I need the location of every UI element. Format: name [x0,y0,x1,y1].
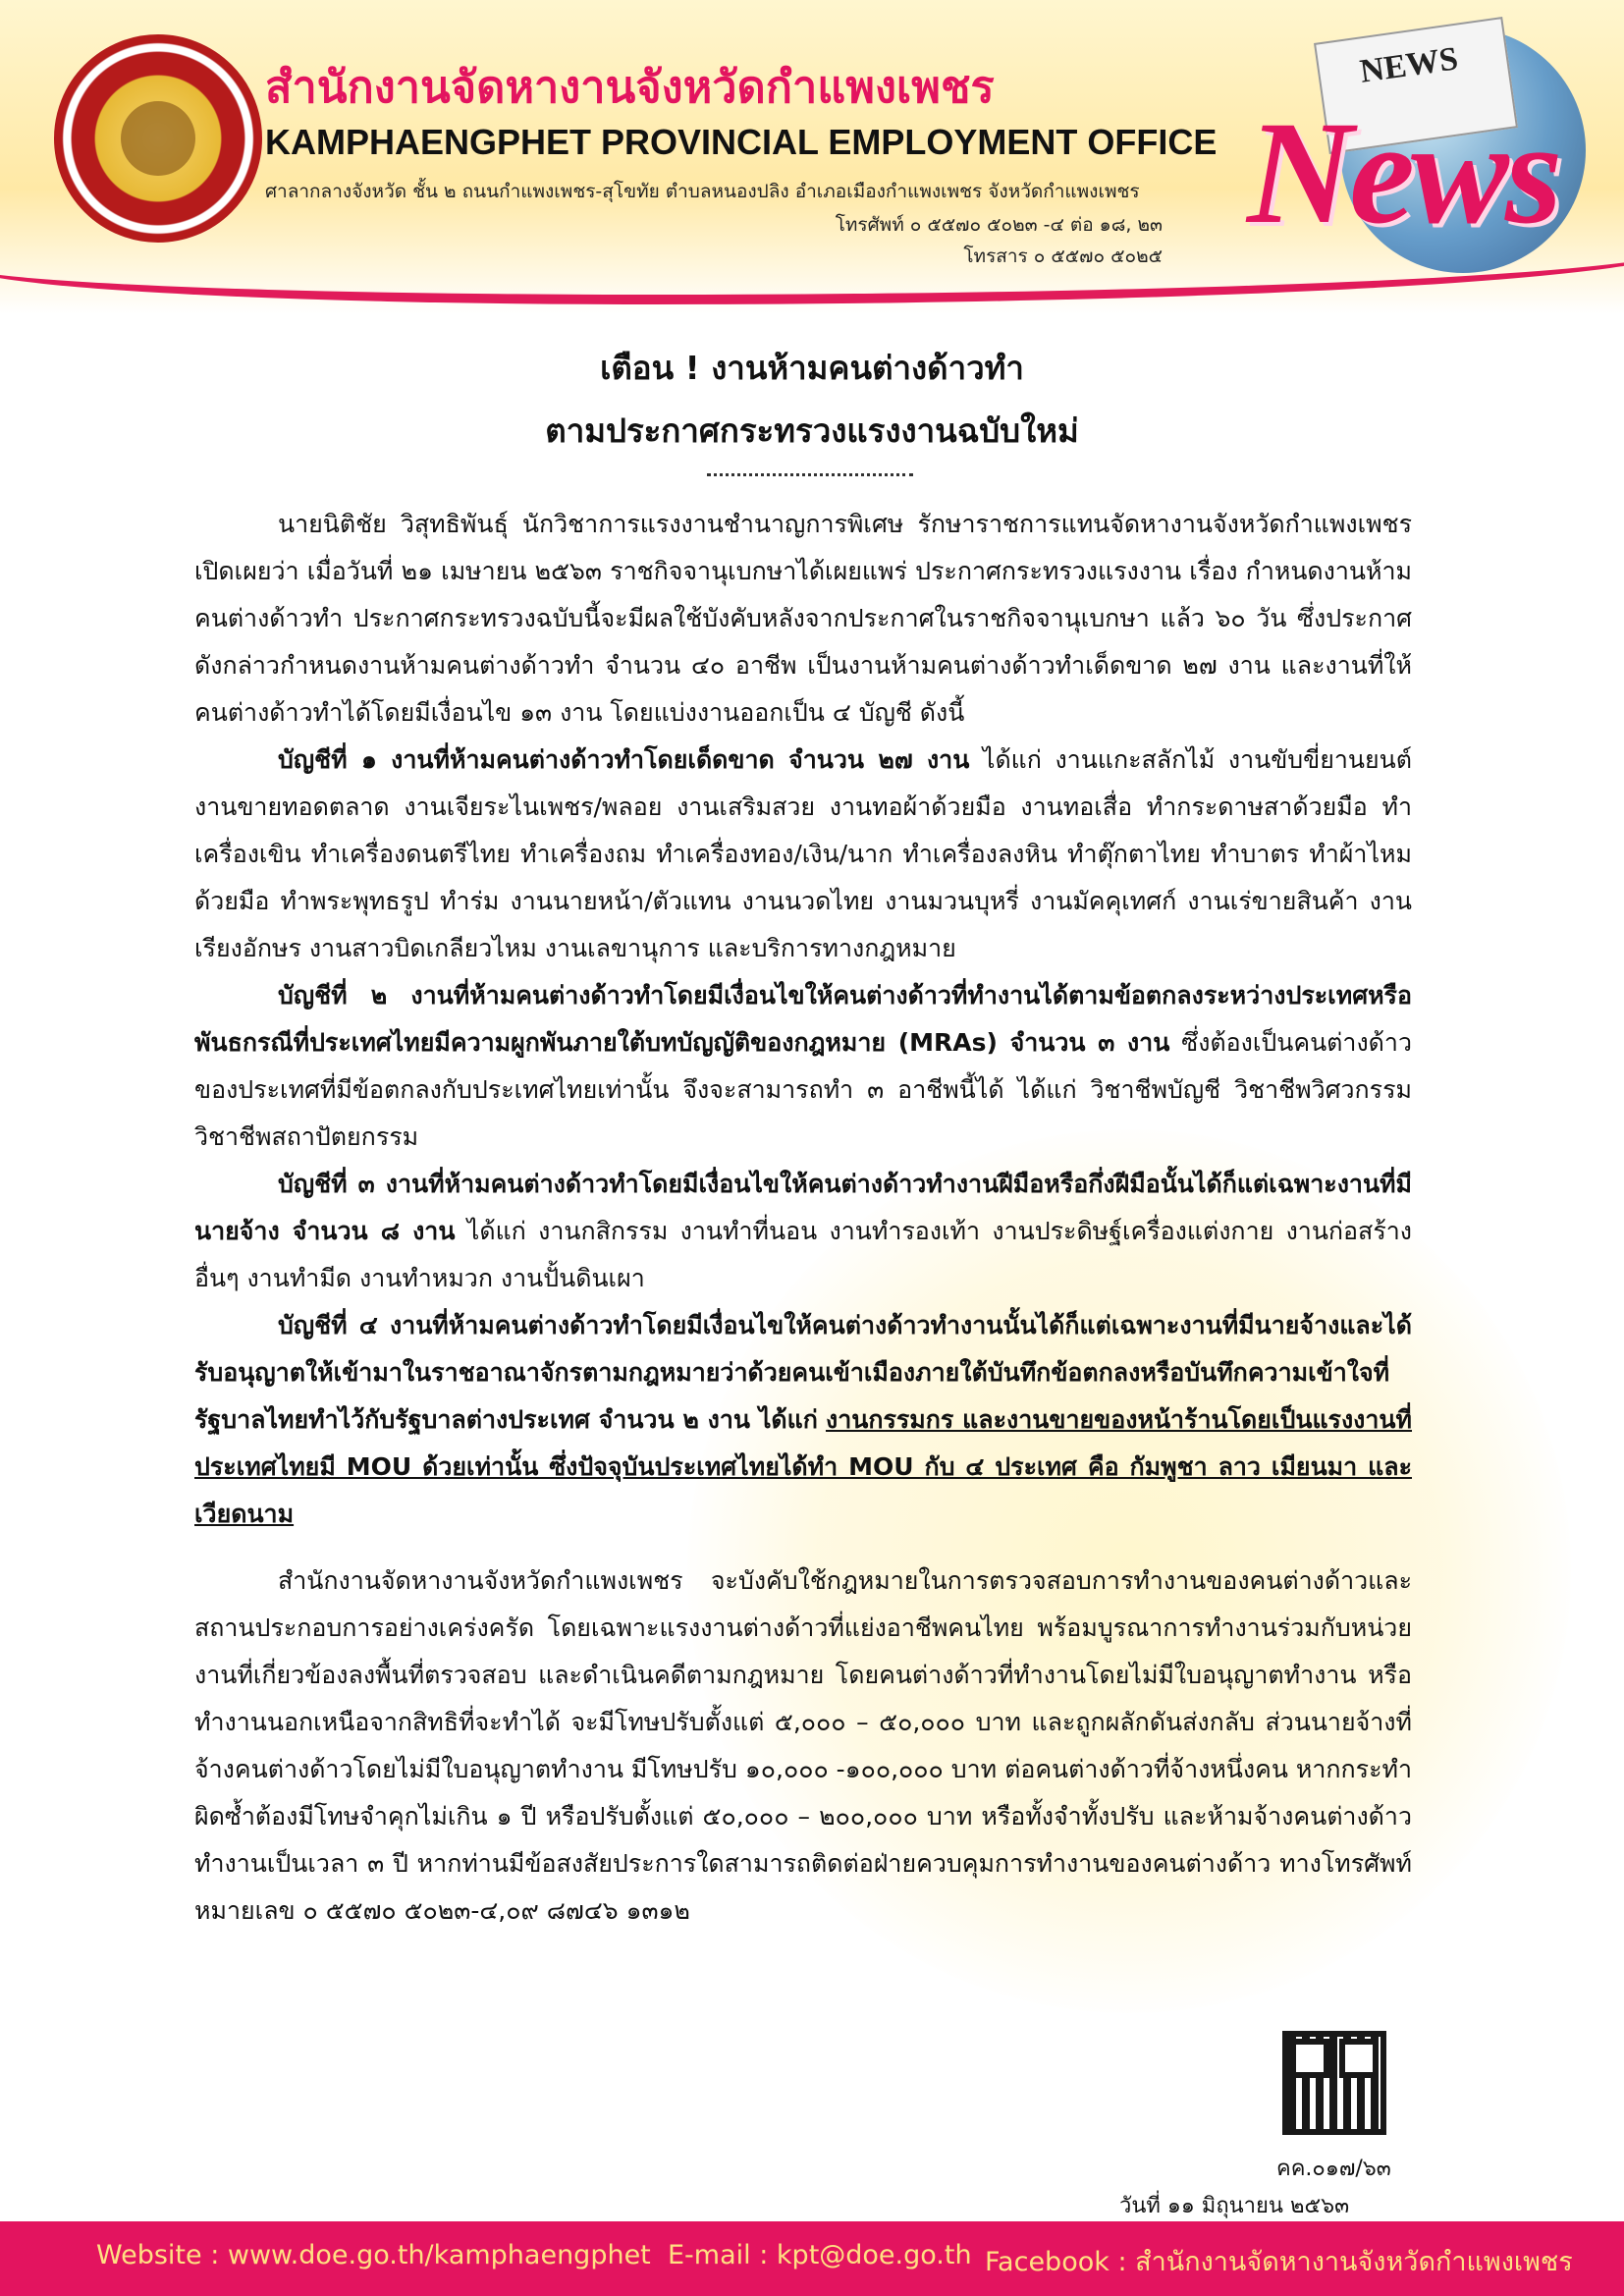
footer-website[interactable]: Website : www.doe.go.th/kamphaengphet [96,2240,651,2270]
document-number: คค.๐๑๗/๖๓ [1276,2157,1391,2181]
list-2-paragraph [194,972,1412,1161]
news-label-small: NEWS [1357,40,1461,90]
list-2-heading: บัญชีที่ ๒ งานที่ห้ามคนต่างด้าวทำโดยมีเงื่อนไขให้คนต่างด้าวที่ทำงานได้ตามข้อตกลงระหว่างประเทศหรือพันธกรณีที่ประเทศไทยมีความผูกพันภายใต้บทบัญญัติของกฎหมาย (MRAs) จำนวน ๓ งาน [194,981,1412,1057]
article-body [194,501,1412,1935]
org-name-thai: สำนักงานจัดหางานจังหวัดกำแพงเพชร [265,61,995,113]
intro-paragraph: นายนิติชัย วิสุทธิพันธุ์ นักวิชาการแรงงานชำนาญการพิเศษ รักษาราชการแทนจัดหางานจังหวัดกำแพงเพชร เปิดเผยว่า เมื่อวันที่ ๒๑ เมษายน ๒๕๖๓ ราชกิจจานุเบกษาได้เผยแพร่ ประกาศกระทรวงแรงงาน เรื่อง กำหนดงานห้ามคนต่างด้าวทำ ประกาศกระทรวงฉบับนี้จะมีผลใช้บังคับหลังจากประกาศในราชกิจจานุเบกษา แล้ว ๖๐ วัน ซึ่งประกาศดังกล่าวกำหนดงานห้ามคนต่างด้าวทำ จำนวน ๔๐ อาชีพ เป็นงานห้ามคนต่างด้าวทำเด็ดขาด ๒๗ งาน และงานที่ให้คนต่างด้าวทำได้โดยมีเงื่อนไข ๑๓ งาน โดยแบ่งงานออกเป็น ๔ บัญชี ดังนี้ [194,510,1412,727]
list-3-paragraph [194,1161,1412,1302]
list-2-text: ซึ่งต้องเป็นคนต่างด้าวของประเทศที่มีข้อตกลงกับประเทศไทยเท่านั้น จึงจะสามารถทำ ๓ อาชีพนี้ได้ ได้แก่ วิชาชีพบัญชี วิชาชีพวิศวกรรม วิชาชีพสถาปัตยกรรม [194,1028,1412,1151]
list-1-text: ได้แก่ งานแกะสลักไม้ งานขับขี่ยานยนต์ งานขายทอดตลาด งานเจียระไนเพชร/พลอย งานเสริมสวย งานทอผ้าด้วยมือ งานทอเสื่อ ทำกระดาษสาด้วยมือ ทำเครื่องเขิน ทำเครื่องดนตรีไทย ทำเครื่องถม ทำเครื่องทอง/เงิน/นาก ทำเครื่องลงหิน ทำตุ๊กตาไทย ทำบาตร ทำผ้าไหมด้วยมือ ทำพระพุทธรูป ทำร่ม งานนายหน้า/ตัวแทน งานนวดไทย งานมวนบุหรี่ งานมัคคุเทศก์ งานเร่ขายสินค้า งานเรียงอักษร งานสาวบิดเกลียวไหม งานเลขานุการ และบริการทางกฎหมาย [194,745,1412,962]
list-4-underlined: งานกรรมกร และงานขายของหน้าร้านโดยเป็นแรงงานที่ประเทศไทยมี MOU ด้วยเท่านั้น ซึ่งปัจจุบันประเทศไทยได้ทำ MOU กับ ๔ ประเทศ คือ กัมพูชา ลาว เมียนมา และเวียดนาม [194,1405,1413,1528]
list-3-text: ได้แก่ งานกสิกรรม งานทำที่นอน งานทำรองเท้า งานประดิษฐ์เครื่องแต่งกาย งานก่อสร้างอื่นๆ งานทำมีด งานทำหมวก งานปั้นดินเผา [194,1217,1412,1292]
closing-paragraph: สำนักงานจัดหางานจังหวัดกำแพงเพชร จะบังคับใช้กฎหมายในการตรวจสอบการทำงานของคนต่างด้าวและสถานประกอบการอย่างเคร่งครัด โดยเฉพาะแรงงานต่างด้าวที่แย่งอาชีพคนไทย พร้อมบูรณาการทำงานร่วมกับหน่วยงานที่เกี่ยวข้องลงพื้นที่ตรวจสอบ และดำเนินคดีตามกฎหมาย โดยคนต่างด้าวที่ทำงานโดยไม่มีใบอนุญาตทำงาน หรือทำงานนอกเหนือจากสิทธิที่จะทำได้ จะมีโทษปรับตั้งแต่ ๕,๐๐๐ – ๕๐,๐๐๐ บาท และถูกผลักดันส่งกลับ ส่วนนายจ้างที่จ้างคนต่างด้าวโดยไม่มีใบอนุญาตทำงาน มีโทษปรับ ๑๐,๐๐๐ -๑๐๐,๐๐๐ บาท ต่อคนต่างด้าวที่จ้างหนึ่งคน หากกระทำผิดซ้ำต้องมีโทษจำคุกไม่เกิน ๑ ปี หรือปรับตั้งแต่ ๕๐,๐๐๐ – ๒๐๐,๐๐๐ บาท หรือทั้งจำทั้งปรับ และห้ามจ้างคนต่างด้าวทำงานเป็นเวลา ๓ ปี หากท่านมีข้อสงสัยประการใดสามารถติดต่อฝ่ายควบคุมการทำงานของคนต่างด้าว ทางโทรศัพท์หมายเลข ๐ ๕๕๗๐ ๕๐๒๓-๔,๐๙ ๘๗๔๖ ๑๓๑๒ [194,1566,1413,1925]
emblem-seal [54,34,262,243]
document-date: วันที่ ๑๑ มิถุนายน ๒๕๖๓ [1119,2194,1350,2218]
org-fax: โทรสาร ๐ ๕๕๗๐ ๕๐๒๕ [963,246,1163,267]
org-address: ศาลากลางจังหวัด ชั้น ๒ ถนนกำแพงเพชร-สุโขทัย ตำบลหนองปลิง อำเภอเมืองกำแพงเพชร จังหวัดกำแพงเพชร [265,181,1140,202]
list-3-heading: บัญชีที่ ๓ งานที่ห้ามคนต่างด้าวทำโดยมีเงื่อนไขให้คนต่างด้าวทำงานฝีมือหรือกึ่งฝีมือนั้นได้ก็แต่เฉพาะงานที่มีนายจ้าง จำนวน ๘ งาน [194,1170,1412,1245]
title-divider [707,473,913,476]
qr-code [1282,2031,1386,2135]
org-name-english: KAMPHAENGPHET PROVINCIAL EMPLOYMENT OFFICE [265,122,1218,162]
headline-line-2: ตามประกาศกระทรวงแรงงานฉบับใหม่ [545,411,1079,450]
org-telephone: โทรศัพท์ ๐ ๕๕๗๐ ๕๐๒๓ -๔ ต่อ ๑๘, ๒๓ [835,214,1163,236]
headline-line-1: เตือน ! งานห้ามคนต่างด้าวทำ [600,349,1024,387]
footer-facebook[interactable]: Facebook : สำนักงานจัดหางานจังหวัดกำแพงเพชร [985,2247,1573,2277]
list-1-paragraph [194,737,1412,972]
list-4-heading: บัญชีที่ ๔ งานที่ห้ามคนต่างด้าวทำโดยมีเงื่อนไขให้คนต่างด้าวทำงานนั้นได้ก็แต่เฉพาะงานที่มีนายจ้างและได้รับอนุญาตให้เข้ามาในราชอาณาจักรตามกฎหมายว่าด้วยคนเข้าเมืองภายใต้บันทึกข้อตกลงหรือบันทึกความเข้าใจที่รัฐบาลไทยทำไว้กับรัฐบาลต่างประเทศ จำนวน ๒ งาน ได้แก่ [194,1311,1412,1434]
footer-email[interactable]: E-mail : kpt@doe.go.th [668,2240,972,2270]
list-4-paragraph [194,1302,1412,1538]
news-label-large: News [1247,91,1559,254]
list-1-heading: บัญชีที่ ๑ งานที่ห้ามคนต่างด้าวทำโดยเด็ดขาด จำนวน ๒๗ งาน [278,745,970,774]
